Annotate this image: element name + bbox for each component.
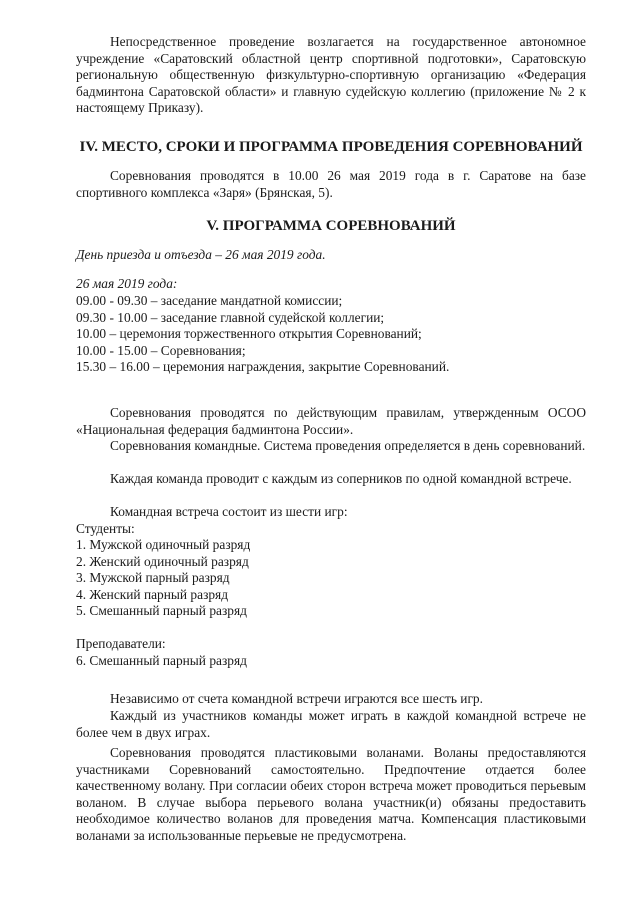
match-consists-line: Командная встреча состоит из шести игр: bbox=[110, 504, 348, 519]
list-item: 4. Женский парный разряд bbox=[76, 586, 229, 602]
teachers-list bbox=[76, 653, 586, 670]
schedule-item: 10.00 – церемония торжественного открытия Соревнований; bbox=[76, 326, 422, 342]
each-player-paragraph: Каждый из участников команды может играть в каждой командной встрече не более чем в двух играх. bbox=[76, 708, 586, 740]
shuttles-paragraph: Соревнования проводятся пластиковыми воланами. Воланы предоставляются участниками Соревнований самостоятельно. Предпочтение отдается более качественному волану. При согласии обеих сторон встреча может проводиться перьевым воланом. В случае выбора перьевого волана участник(и) обязаны предоставить необходимое количество воланов для проведения матча. Компенсация пластиковыми воланами за использованные перьевые не предусмотрена. bbox=[76, 745, 586, 843]
list-item: 2. Женский одиночный разряд bbox=[76, 553, 249, 569]
each-team-paragraph: Каждая команда проводит с каждым из соперников по одной командной встрече. bbox=[110, 471, 572, 486]
students-list bbox=[76, 537, 586, 620]
rules-paragraph: Соревнования проводятся по действующим правилам, утвержденным ОСОО «Национальная федерация бадминтона России». bbox=[76, 405, 586, 437]
schedule-list bbox=[76, 293, 586, 376]
all-games-line: Независимо от счета командной встречи играются все шесть игр. bbox=[110, 691, 483, 706]
schedule-item: 09.30 - 10.00 – заседание главной судейской коллегии; bbox=[76, 309, 385, 325]
teachers-label: Преподаватели: bbox=[76, 636, 166, 651]
team-paragraph: Соревнования командные. Система проведения определяется в день соревнований. bbox=[110, 438, 586, 453]
list-item: 3. Мужской парный разряд bbox=[76, 570, 230, 586]
schedule-item: 15.30 – 16.00 – церемония награждения, закрытие Соревнований. bbox=[76, 359, 450, 375]
students-label: Студенты: bbox=[76, 521, 135, 536]
section-5-heading: V. ПРОГРАММА СОРЕВНОВАНИЙ bbox=[206, 218, 456, 234]
section-4-heading: IV. МЕСТО, СРОКИ И ПРОГРАММА ПРОВЕДЕНИЯ СОРЕВНОВАНИЙ bbox=[79, 139, 583, 155]
section-4-text: Соревнования проводятся в 10.00 26 мая 2019 года в г. Саратове на базе спортивного комплекса «Заря» (Брянская, 5). bbox=[76, 168, 586, 200]
list-item: 1. Мужской одиночный разряд bbox=[76, 537, 251, 552]
schedule-item: 10.00 - 15.00 – Соревнования; bbox=[76, 342, 246, 358]
list-item: 6. Смешанный парный разряд bbox=[76, 653, 247, 668]
arrival-line: День приезда и отъезда – 26 мая 2019 года. bbox=[76, 247, 326, 262]
schedule-date-label: 26 мая 2019 года: bbox=[76, 276, 178, 291]
intro-paragraph: Непосредственное проведение возлагается на государственное автономное учреждение «Саратовский областной центр спортивной подготовки», Саратовскую региональную общественную физкультурно-спортивную организацию «Федерация бадминтона Саратовской области» и главную судейскую коллегию (приложение № 2 к настоящему Приказу). bbox=[76, 34, 586, 116]
schedule-item: 09.00 - 09.30 – заседание мандатной комиссии; bbox=[76, 293, 343, 308]
list-item: 5. Смешанный парный разряд bbox=[76, 603, 247, 619]
